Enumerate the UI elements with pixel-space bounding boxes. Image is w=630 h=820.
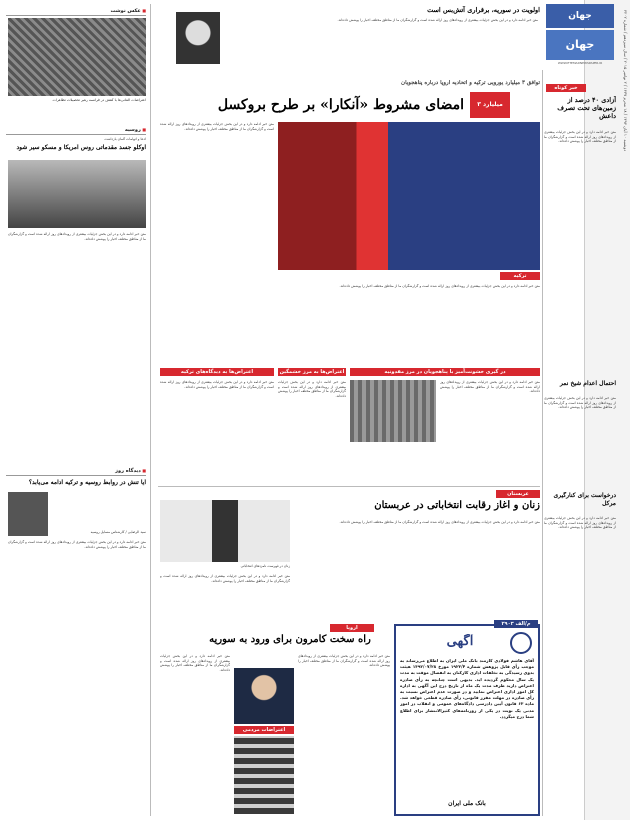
davutoglu-juncker-photo	[278, 122, 540, 270]
date-line: دوشنبه ۱۰ آبان ۱۳۹۴ / ۱۸ محرم ۱۴۳۷ / ۲ نوامبر ۲۰۱۵ / سال سیزدهم / شماره ۴۲۰۲	[623, 10, 628, 152]
saudi-women-photo	[160, 500, 290, 562]
bankimoon-photo	[176, 12, 220, 64]
europe-tag: اروپا	[330, 624, 374, 632]
saudi-caption: زنان در فهرست نامزدهای انتخاباتی	[240, 564, 290, 568]
ad-code: م/الف ۲۹۰۳	[494, 620, 538, 628]
cameron-headline: راه سخت کامرون برای ورود به سوریه	[209, 634, 371, 645]
refugees-photo	[350, 380, 436, 442]
right-headline-3: درخواست برای کنارگیری مرکل	[553, 492, 616, 507]
top-intro-text: متن خبر ادامه دارد و در این بخش جزئیات بیشتری از رویدادهای روز ارائه شده است و گزارشگران ما از مناطق مختلف اخبار را پوشش داده‌اند.	[337, 18, 538, 22]
sub-body-left: متن خبر ادامه دارد و در این بخش جزئیات بیشتری از رویدادهای روز ارائه شده است و گزارشگران ما از مناطق مختلف اخبار را پوشش داده‌اند.	[160, 380, 274, 389]
subhead-mid: اعتراض‌ها به مرز خشمگین	[279, 369, 345, 375]
main-kicker: توافق ۳ میلیارد یورویی ترکیه و اتحادیه اروپا درباره پناهجویان	[401, 80, 540, 86]
badge-3bn: ۳ میلیارد	[470, 92, 510, 118]
main-headline: امضای مشروط «آنکارا» بر طرح بروکسل	[217, 97, 464, 113]
saudi-body-2: متن خبر ادامه دارد و در این بخش جزئیات بیشتری از رویدادهای روز ارائه شده است و گزارشگران ما از مناطق مختلف اخبار را پوشش داده‌اند.	[160, 574, 290, 583]
right-body-1: متن خبر ادامه دارد و در این بخش جزئیات بیشتری از رویدادهای روز ارائه شده است و گزارشگران ما از مناطق مختلف اخبار را پوشش داده‌اند.	[544, 130, 616, 144]
ad-title: آگهی	[446, 634, 474, 649]
russia-kicker: ادعا و اتهامات آلمان بازداشت	[104, 137, 146, 141]
russia-headline: اوکلو جسد مقدماتی روس آمریکا و مسکو سیر شود	[16, 144, 146, 151]
shoes-photo	[8, 18, 146, 96]
opinion-body: متن خبر ادامه دارد و در این بخش جزئیات بیشتری از رویدادهای روز ارائه شده است و گزارشگران ما از مناطق مختلف اخبار را پوشش داده‌اند.	[8, 540, 146, 549]
saudi-tag: عربستان	[496, 490, 540, 498]
right-body-2: متن خبر ادامه دارد و در این بخش جزئیات بیشتری از رویدادهای روز ارائه شده است و گزارشگران ما از مناطق مختلف اخبار را پوشش داده‌اند.	[544, 396, 616, 410]
section-banner: جهان	[546, 30, 614, 60]
sub-body-mid: متن خبر ادامه دارد و در این بخش جزئیات بیشتری از رویدادهای روز ارائه شده است و گزارشگران ما از مناطق مختلف اخبار را پوشش داده‌اند.	[278, 380, 346, 398]
protest-caption: اعتراضات مردمی	[234, 726, 294, 734]
left-section-photo: ■ عکس نوشت	[6, 6, 146, 16]
bank-logo-icon	[510, 632, 532, 654]
author-photo	[8, 492, 48, 536]
sub-body-right: متن خبر ادامه دارد و در این بخش جزئیات بیشتری از رویدادهای روز ارائه شده است و گزارشگران ما از مناطق مختلف اخبار را پوشش داده‌اند.	[440, 380, 540, 394]
russia-body: متن خبر ادامه دارد و در این بخش جزئیات بیشتری از رویدادهای روز ارائه شده است و گزارشگران ما از مناطق مختلف اخبار را پوشش داده‌اند.	[8, 232, 146, 241]
top-kicker-headline: اولویت در سوریه، برقراری آتش‌بس است	[427, 6, 540, 14]
site-url[interactable]: WWW.ETEMADNEWSPAPER.IR	[557, 61, 603, 65]
opinion-author: سید الرضایی / کارشناس مسایل روسیه	[90, 530, 146, 534]
saudi-body: متن خبر ادامه دارد و در این بخش جزئیات بیشتری از رویدادهای روز ارائه شده است و گزارشگران ما از مناطق مختلف اخبار را پوشش داده‌اند.	[339, 520, 540, 524]
ad-signature: بانک ملی ایران	[448, 800, 486, 807]
cameron-body-1: متن خبر ادامه دارد و در این بخش جزئیات بیشتری از رویدادهای روز ارائه شده است و گزارشگران ما از مناطق مختلف اخبار را پوشش داده‌اند.	[160, 654, 230, 672]
subhead-right: در گیری خشونت‌آمیز با پناهجویان در مرز مقدونیه	[350, 368, 540, 376]
subhead-left: اعتراض‌ها به دیدگاه‌های ترکیه	[160, 368, 274, 376]
left-section-russia: ■ روسیه	[6, 125, 146, 135]
soldiers-photo	[8, 160, 146, 228]
turkey-body: متن خبر ادامه دارد و در این بخش جزئیات بیشتری از رویدادهای روز ارائه شده است و گزارشگران ما از مناطق مختلف اخبار را پوشش داده‌اند.	[339, 284, 540, 288]
right-tag: خبر کوتاه	[546, 84, 586, 92]
shoes-caption: اعتراضات آلمانی‌ها با کفش در فرانسه رهبر تحصیلات تظاهرات	[52, 98, 146, 102]
right-headline-2: احتمال اعدام شیخ نمر	[559, 380, 616, 387]
protest-photo	[234, 736, 294, 814]
masthead-logo: جهان	[546, 4, 614, 28]
opinion-headline: آیا تنش در روابط روسیه و ترکیه ادامه می‌یابد؟	[28, 479, 146, 486]
cameron-photo	[234, 668, 294, 724]
right-body-3: متن خبر ادامه دارد و در این بخش جزئیات بیشتری از رویدادهای روز ارائه شده است و گزارشگران ما از مناطق مختلف اخبار را پوشش داده‌اند.	[544, 516, 616, 530]
saudi-headline: زنان و آغاز رقابت انتخاباتی در عربستان	[374, 500, 540, 511]
cameron-body-2: متن خبر ادامه دارد و در این بخش جزئیات بیشتری از رویدادهای روز ارائه شده است و گزارشگران ما از مناطق مختلف اخبار را پوشش داده‌اند.	[298, 654, 390, 668]
left-section-opinion: ■ دیدگاه روز	[6, 466, 146, 476]
ad-body: آقای هاشم فولادی کارمند بانک ملی ایران به اطلاع می‌رساند به موجب رأی قابل پژوهش شماره ۱۹۲۲/۴ مورخ ۱۳۹۲/۰۷/۲۸ هیئت بدوی رسیدگی به تخلفات اداری کارکنان به انفصال موقت به مدت یک سال محکوم گردیده اید. بدیهی است چنانچه به رأی صادره اعتراض دارید ظرف مدت یک ماه از تاریخ درج این آگهی به اداره کل امور اداری اعتراض نمایید و در صورت عدم اعتراض نسبت به رأی صادره در مهلت مقرر قانونی، رأی صادره قطعی خواهد شد. ماده ۶۳ قانون آیین دادرسی دادگاه‌های عمومی و انقلاب در امور مدنی یک نوبت در یکی از روزنامه‌های کثیرالانتشار برای اطلاع شما درج میگردد.	[400, 658, 534, 719]
turkey-tag: ترکیه	[500, 272, 540, 280]
top-story-body: متن خبر ادامه دارد و در این بخش جزئیات بیشتری از رویدادهای روز ارائه شده است و گزارشگران ما از مناطق مختلف اخبار را پوشش داده‌اند.	[160, 122, 274, 131]
right-headline-1: آزادی ۴۰ درصد از زمین‌های تحت تصرف داعش	[557, 96, 616, 120]
